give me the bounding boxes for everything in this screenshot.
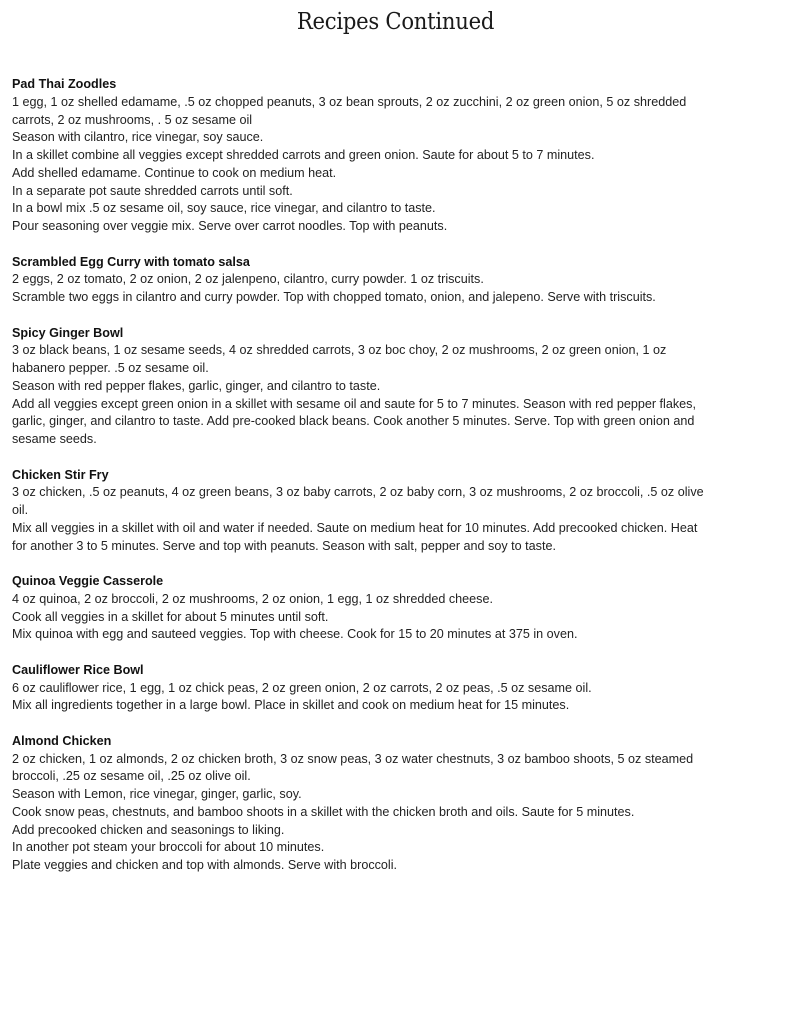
recipe-line: 2 eggs, 2 oz tomato, 2 oz onion, 2 oz jalenpeno, cilantro, curry powder. 1 oz triscuits. <box>12 272 484 287</box>
recipe-title: Spicy Ginger Bowl <box>12 325 124 340</box>
recipe-line: sesame seeds. <box>12 432 97 446</box>
recipe-block <box>12 76 782 236</box>
recipe-line: broccoli, .25 oz sesame oil, .25 oz olive oil. <box>12 769 251 784</box>
recipe-line: In another pot steam your broccoli for about 10 minutes. <box>12 840 325 855</box>
recipe-line: habanero pepper. .5 oz sesame oil. <box>12 361 209 375</box>
recipe-line: In a bowl mix .5 oz sesame oil, soy sauce, rice vinegar, and cilantro to taste. <box>12 201 436 216</box>
recipe-line: for another 3 to 5 minutes. Serve and top with peanuts. Season with salt, pepper and soy to taste. <box>12 538 556 553</box>
recipe-block <box>12 254 782 307</box>
recipe-line: Mix all ingredients together in a large bowl. Place in skillet and cook on medium heat for 15 minutes. <box>12 698 570 713</box>
recipe-line: Scramble two eggs in cilantro and curry powder. Top with chopped tomato, onion, and jalepeno. Serve with triscuits. <box>12 290 656 304</box>
recipe-line: Cook snow peas, chestnuts, and bamboo shoots in a skillet with the chicken broth and oils. Saute for 5 minutes. <box>12 804 635 819</box>
recipe-block <box>12 325 782 449</box>
recipe-line: Mix quinoa with egg and sauteed veggies. Top with cheese. Cook for 15 to 20 minutes at 375 in oven. <box>12 627 578 642</box>
recipe-line: garlic, ginger, and cilantro to taste. Add pre-cooked black beans. Cook another 5 minutes. Serve. Top with green onion and <box>12 414 695 429</box>
recipe-line: In a skillet combine all veggies except shredded carrots and green onion. Saute for about 5 to 7 minutes. <box>12 148 595 162</box>
recipe-block <box>12 662 782 715</box>
recipe-line: 6 oz cauliflower rice, 1 egg, 1 oz chick peas, 2 oz green onion, 2 oz carrots, 2 oz peas, .5 oz sesame oil. <box>12 680 592 695</box>
recipe-line: 3 oz chicken, .5 oz peanuts, 4 oz green beans, 3 oz baby carrots, 2 oz baby corn, 3 oz mushrooms, 2 oz broccoli, .5 oz olive <box>12 485 704 500</box>
recipe-block <box>12 733 782 875</box>
recipe-line: In a separate pot saute shredded carrots until soft. <box>12 183 293 198</box>
recipe-line: oil. <box>12 503 29 517</box>
recipe-line: Add precooked chicken and seasonings to liking. <box>12 822 285 837</box>
page-title: Recipes Continued <box>296 9 495 35</box>
recipe-line: 1 egg, 1 oz shelled edamame, .5 oz chopped peanuts, 3 oz bean sprouts, 2 oz zucchini, 2 oz green onion, 5 oz shredded <box>12 94 687 109</box>
recipe-line: carrots, 2 oz mushrooms, . 5 oz sesame oil <box>12 112 253 127</box>
recipe-line: 2 oz chicken, 1 oz almonds, 2 oz chicken broth, 3 oz snow peas, 3 oz water chestnuts, 3 oz bamboo shoots, 5 oz steamed <box>12 751 694 766</box>
recipe-line: Add shelled edamame. Continue to cook on medium heat. <box>12 165 337 180</box>
recipe-line: Season with Lemon, rice vinegar, ginger, garlic, soy. <box>12 787 302 801</box>
recipe-line: Season with red pepper flakes, garlic, ginger, and cilantro to taste. <box>12 378 381 393</box>
recipe-line: Pour seasoning over veggie mix. Serve over carrot noodles. Top with peanuts. <box>12 219 448 233</box>
recipe-title: Pad Thai Zoodles <box>12 77 117 91</box>
recipe-line: Plate veggies and chicken and top with almonds. Serve with broccoli. <box>12 858 398 872</box>
recipe-block <box>12 573 782 644</box>
recipe-title: Cauliflower Rice Bowl <box>12 662 144 677</box>
recipe-line: Add all veggies except green onion in a skillet with sesame oil and saute for 5 to 7 minutes. Season with red pepper flakes, <box>12 396 696 411</box>
recipe-list <box>12 76 782 893</box>
recipe-line: Mix all veggies in a skillet with oil and water if needed. Saute on medium heat for 10 minutes. Add precooked chicken. Heat <box>12 520 698 535</box>
recipe-line: 4 oz quinoa, 2 oz broccoli, 2 oz mushrooms, 2 oz onion, 1 egg, 1 oz shredded cheese. <box>12 591 493 606</box>
recipe-title: Quinoa Veggie Casserole <box>12 574 164 588</box>
recipe-title: Almond Chicken <box>12 733 112 748</box>
recipe-line: Season with cilantro, rice vinegar, soy sauce. <box>12 130 264 145</box>
recipe-block <box>12 467 782 556</box>
recipe-title: Scrambled Egg Curry with tomato salsa <box>12 254 250 269</box>
recipe-title: Chicken Stir Fry <box>12 467 109 482</box>
recipe-line: Cook all veggies in a skillet for about 5 minutes until soft. <box>12 609 329 624</box>
recipe-line: 3 oz black beans, 1 oz sesame seeds, 4 oz shredded carrots, 3 oz boc choy, 2 oz mushrooms, 2 oz green onion, 1 oz <box>12 343 667 358</box>
